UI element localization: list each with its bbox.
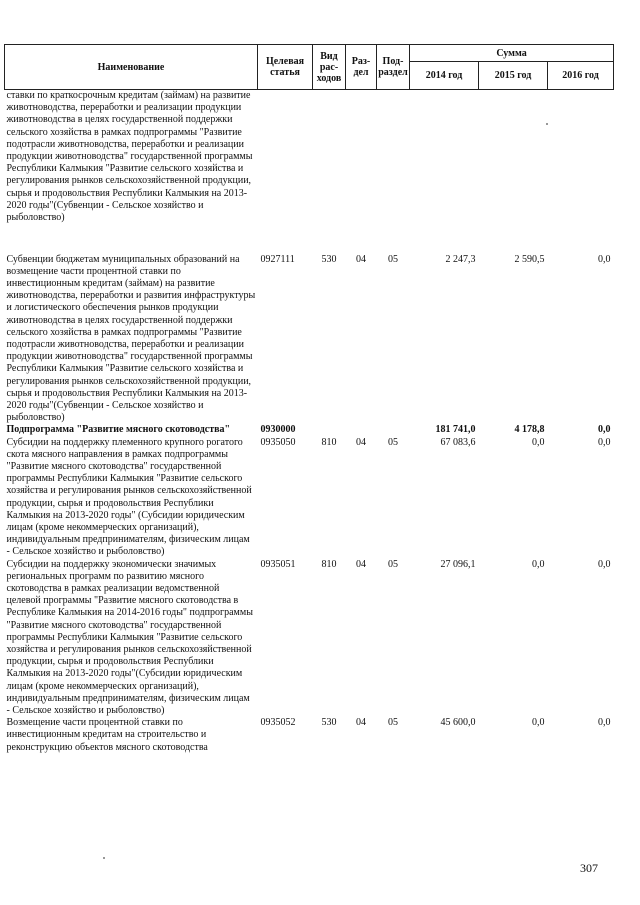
header-year-2016: 2016 год xyxy=(548,62,614,90)
header-sum: Сумма xyxy=(410,45,614,62)
row-type: 530 xyxy=(321,253,337,265)
row-sum-2015: 2 590,5 xyxy=(514,253,545,265)
header-target-article: Целевая статья xyxy=(258,45,313,90)
table-body xyxy=(5,90,614,754)
row-subsection: 05 xyxy=(388,558,398,570)
row-subsection xyxy=(377,424,410,436)
scan-speck xyxy=(103,857,105,859)
row-name: Субвенции бюджетам муниципальных образований на возмещение части процентной ставки по инвестиционным кредитам (займам) на развитие животноводства, переработки и развития инфраструктуры и логистического обеспечения рынков продукции животноводства в целях государственной поддержки сельского хозяйства в рамках подпрограммы "Развитие подотрасли животноводства, переработки и реализации продукции животноводства" государственной программы Республики Калмыкия "Развитие сельского хозяйства и регулирования рынков сельскохозяйственной продукции, сырья и продовольствия Республики Калмыкия на 2013-2020 годы"(Субвенции - Сельское хозяйство и рыболовство) xyxy=(6,253,256,424)
row-type: 530 xyxy=(321,717,337,729)
row-code xyxy=(258,90,313,254)
table-row xyxy=(5,717,614,754)
row-type: 810 xyxy=(321,558,337,570)
row-section: 04 xyxy=(356,717,366,729)
row-code: 0935052 xyxy=(260,717,296,729)
row-sum-2016: 0,0 xyxy=(598,558,611,570)
table-row xyxy=(5,254,614,425)
row-sum-2014: 2 247,3 xyxy=(445,253,476,265)
row-sum-2016: 0,0 xyxy=(598,424,611,436)
row-subsection xyxy=(377,90,410,254)
table-header xyxy=(5,45,614,90)
row-section: 04 xyxy=(356,253,366,265)
table-row xyxy=(5,559,614,718)
header-name: Наименование xyxy=(5,45,258,90)
row-name: ставки по краткосрочным кредитам (займам) на развитие животноводства, переработки и реализации продукции животноводства в целях государственной поддержки сельского хозяйства в рамках подпрограммы "Развитие подотрасли животноводства, переработки и реализации продукции животноводства" государственной программы Республики Калмыкия "Развитие сельского хозяйства и регулирования рынков сельскохозяйственной продукции, сырья и продовольствия Республики Калмыкия на 2013-2020 годы"(Субвенции - Сельское хозяйство и рыболовство) xyxy=(6,90,253,224)
row-sum-2015: 4 178,8 xyxy=(514,424,545,436)
row-name: Субсидии на поддержку племенного крупного рогатого скота мясного направления в рамках подпрограммы "Развитие мясного скотоводства" государственной программы Республики Калмыкия "Развитие сельского хозяйства и регулирования рынков сельскохозяйственной продукции, сырья и продовольствия Республики Калмыкия на 2013-2020 годы" (Субсидии юридическим лицам (кроме некоммерческих организаций), индивидуальным предпринимателям, физическим лицам - Сельское хозяйство и рыболовство) xyxy=(6,436,252,558)
row-sum-2015 xyxy=(479,90,548,254)
row-name: Субсидии на поддержку экономически значимых региональных программ по развитию мясного скотоводства в рамках реализации ведомственной целевой программы "Развитие мясного скотоводства в Республике Калмыкия на 2014-2016 годы" подпрограммы "Развитие мясного скотоводства" государственной программы Республики Калмыкия "Развитие сельского хозяйства и регулирования рынков сельскохозяйственной продукции, сырья и продовольствия Республики Калмыкия на 2013-2020 годы"(Субсидии юридическим лицам (кроме некоммерческих организаций), индивидуальным предпринимателям, физическим лицам - Сельское хозяйство и рыболовство) xyxy=(6,558,253,717)
table-row xyxy=(5,437,614,559)
page-number: 307 xyxy=(580,861,598,875)
row-subsection: 05 xyxy=(388,436,398,448)
table-row-subprogram xyxy=(5,424,614,436)
row-sum-2014 xyxy=(410,90,479,254)
row-section xyxy=(346,90,377,254)
row-subsection: 05 xyxy=(388,717,398,729)
row-sum-2015: 0,0 xyxy=(532,558,545,570)
row-sum-2014: 45 600,0 xyxy=(440,717,476,729)
row-code: 0935050 xyxy=(260,436,296,448)
row-section: 04 xyxy=(356,558,366,570)
scan-speck xyxy=(546,123,548,125)
row-subsection: 05 xyxy=(388,253,398,265)
row-sum-2016: 0,0 xyxy=(598,717,611,729)
budget-table xyxy=(4,44,614,754)
row-section xyxy=(346,424,377,436)
table-row xyxy=(5,90,614,254)
row-sum-2015: 0,0 xyxy=(532,436,545,448)
row-name: Возмещение части процентной ставки по инвестиционным кредитам на строительство и реконструкцию объектов мясного скотоводства xyxy=(6,717,208,753)
header-section: Раз-дел xyxy=(346,45,377,90)
header-subsection: Под-раздел xyxy=(377,45,410,90)
header-expense-type: Вид рас-ходов xyxy=(313,45,346,90)
header-year-2014: 2014 год xyxy=(410,62,479,90)
row-type xyxy=(313,424,346,436)
row-type xyxy=(313,90,346,254)
row-name: Подпрограмма "Развитие мясного скотоводства" xyxy=(6,424,231,436)
row-section: 04 xyxy=(356,436,366,448)
row-sum-2014: 181 741,0 xyxy=(435,424,476,436)
row-sum-2016: 0,0 xyxy=(598,253,611,265)
row-sum-2014: 67 083,6 xyxy=(440,436,476,448)
row-sum-2016 xyxy=(548,90,614,254)
row-type: 810 xyxy=(321,436,337,448)
row-sum-2014: 27 096,1 xyxy=(440,558,476,570)
header-year-2015: 2015 год xyxy=(479,62,548,90)
row-code: 0927111 xyxy=(260,253,295,265)
row-sum-2016: 0,0 xyxy=(598,436,611,448)
row-sum-2015: 0,0 xyxy=(532,717,545,729)
row-code: 0930000 xyxy=(260,424,296,436)
row-code: 0935051 xyxy=(260,558,296,570)
